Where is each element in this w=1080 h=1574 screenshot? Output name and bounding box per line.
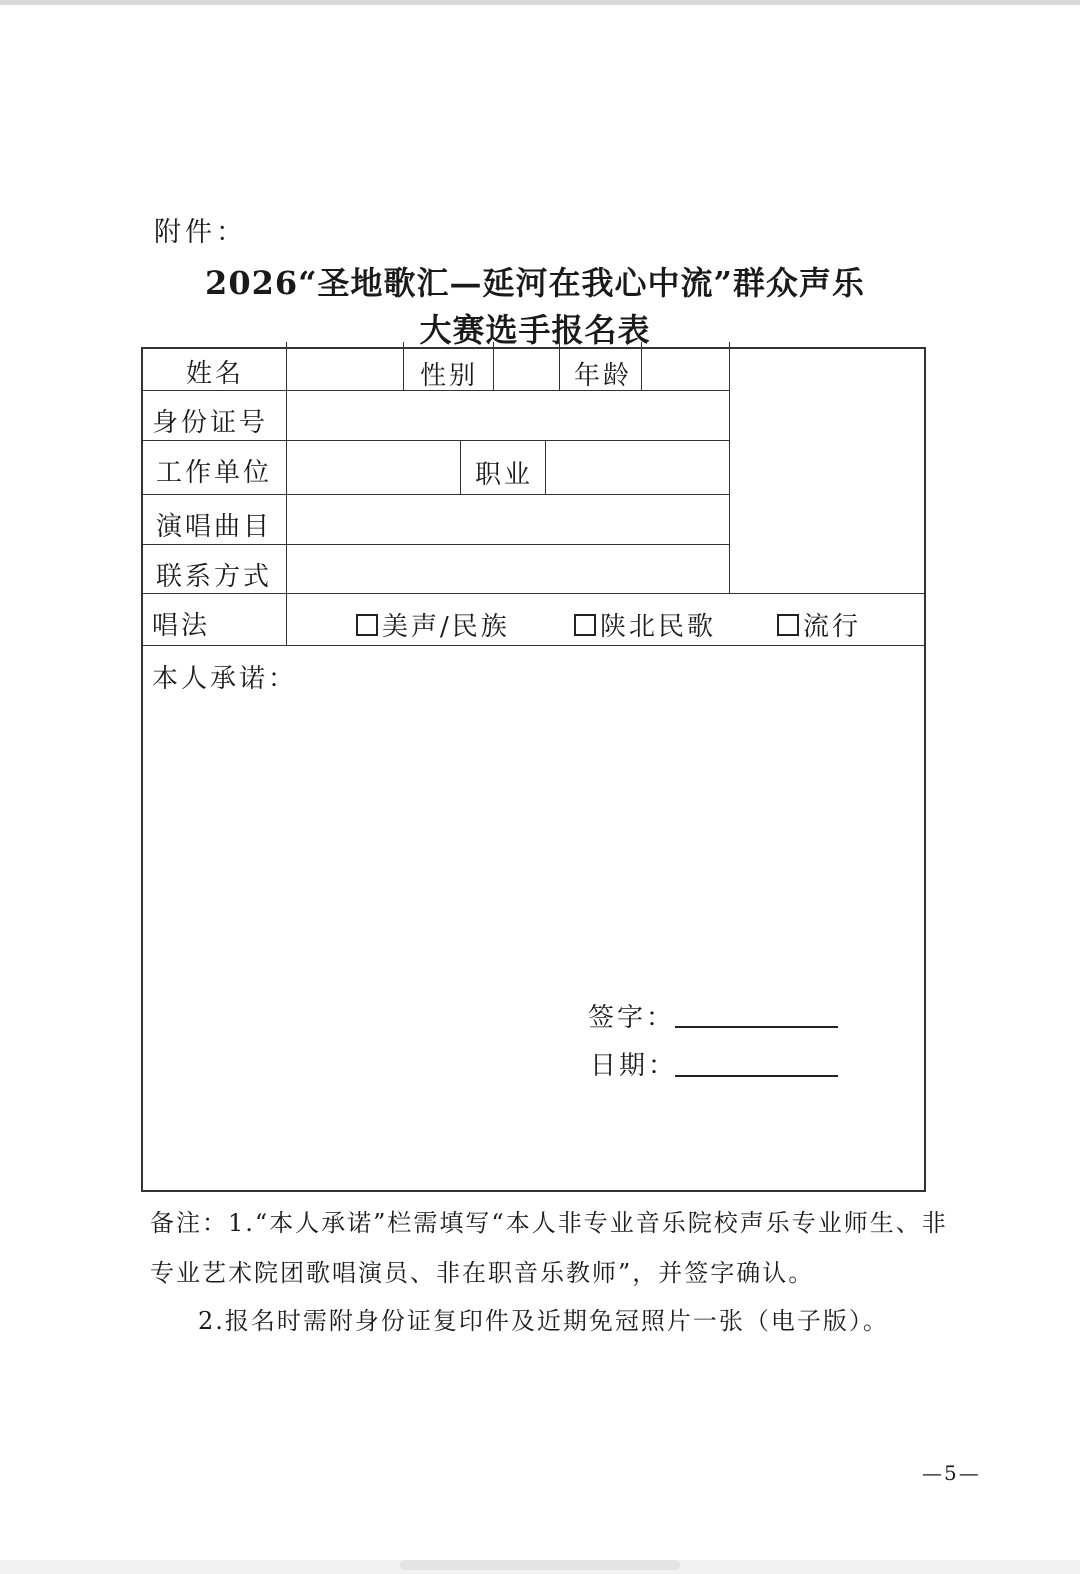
row-divider [141, 494, 730, 495]
note-line-2: 专业艺术院团歌唱演员、非在职音乐教师”，并签字确认。 [150, 1259, 815, 1287]
checkbox-icon[interactable] [356, 614, 378, 636]
option-pop[interactable]: 流行 [777, 606, 861, 643]
date-line[interactable] [675, 1075, 838, 1077]
column-divider [403, 342, 404, 390]
row-divider [141, 645, 926, 646]
photo-column-divider [729, 342, 730, 593]
row-divider [141, 544, 730, 545]
gender-label: 性别 [420, 361, 479, 391]
occupation-label: 职业 [475, 460, 534, 490]
note-line-1: 备注：1.“本人承诺”栏需填写“本人非专业音乐院校声乐专业师生、非 [150, 1209, 948, 1237]
song-label: 演唱曲目 [156, 512, 273, 542]
singing-style-label: 唱法 [152, 611, 211, 641]
date-label: 日期： [590, 1051, 678, 1081]
id-number-label: 身份证号 [152, 408, 269, 438]
checkbox-icon[interactable] [574, 614, 596, 636]
photo-cell [731, 349, 923, 599]
option-bel-canto-folk[interactable]: 美声/民族 [356, 606, 510, 643]
column-divider [545, 440, 546, 494]
column-divider [286, 342, 287, 645]
checkbox-icon[interactable] [777, 614, 799, 636]
scroll-handle[interactable] [400, 1560, 680, 1570]
column-divider [559, 342, 560, 390]
column-divider [641, 342, 642, 390]
workplace-label: 工作单位 [156, 458, 273, 488]
note-line-3: 2.报名时需附身份证复印件及近期免冠照片一张（电子版）。 [198, 1307, 889, 1335]
option-shaanbei-folk[interactable]: 陕北民歌 [574, 606, 716, 643]
signature-label: 签字： [588, 1003, 676, 1033]
row-divider [141, 440, 730, 441]
form-title-line1: 2026“圣地歌汇—延河在我心中流”群众声乐 [205, 264, 865, 302]
pledge-label: 本人承诺： [152, 664, 298, 694]
document-page [0, 5, 1080, 1560]
column-divider [493, 342, 494, 390]
signature-line[interactable] [675, 1026, 838, 1028]
form-title-line2: 大赛选手报名表 [419, 311, 651, 349]
age-label: 年龄 [574, 361, 633, 391]
name-label: 姓名 [186, 359, 245, 389]
attachment-label: 附件： [154, 217, 247, 248]
contact-label: 联系方式 [156, 562, 273, 592]
column-divider [460, 440, 461, 494]
page-number: —5— [922, 1461, 981, 1485]
